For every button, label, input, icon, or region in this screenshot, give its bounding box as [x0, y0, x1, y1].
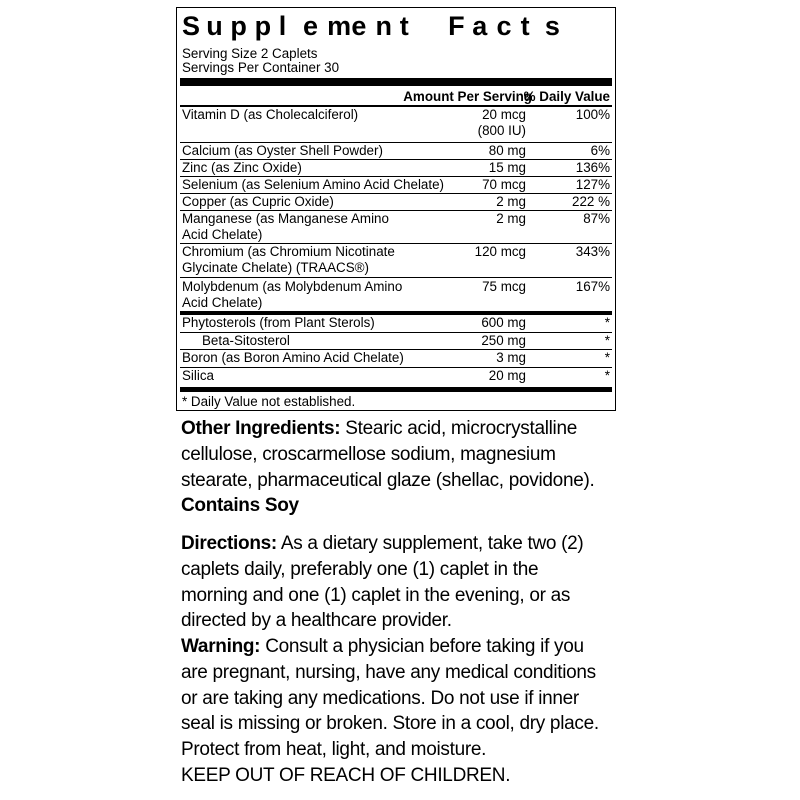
nutrient-daily-value: 167% [575, 279, 610, 294]
warning-line: Consult a physician before taking if you [260, 636, 584, 657]
warning-label: Warning: [181, 636, 261, 657]
nutrient-name: Molybdenum (as Molybdenum Amino [182, 279, 403, 294]
nutrient-name: Beta-Sitosterol [202, 333, 290, 348]
nutrient-daily-value: * [604, 368, 610, 383]
contains-soy: Contains Soy [181, 495, 299, 517]
warning-line: are pregnant, nursing, have any medical conditions [181, 661, 596, 683]
nutrient-amount: 3 mg [496, 350, 526, 365]
nutrient-amount: 15 mg [488, 160, 526, 175]
nutrient-amount: 2 mg [496, 211, 526, 226]
other-ingredients-line: stearate, pharmaceutical glaze (shellac, povidone). [181, 469, 595, 491]
facts-title-letter: a [472, 11, 488, 41]
facts-title-letter: F [448, 11, 465, 41]
nutrient-amount: 2 mg [496, 194, 526, 209]
facts-title-letter [424, 9, 448, 43]
facts-title-letter: t [520, 11, 530, 41]
nutrient-amount: 70 mcg [482, 177, 526, 192]
facts-title-letter: l [278, 11, 287, 41]
nutrient-amount: 20 mcg [482, 107, 526, 122]
facts-title-letter: m [327, 11, 352, 41]
facts-title-letter: t [399, 11, 409, 41]
nutrient-name: Silica [182, 368, 214, 383]
nutrient-name: Calcium (as Oyster Shell Powder) [182, 143, 383, 158]
facts-title-letter: s [544, 11, 560, 41]
footnote: * Daily Value not established. [182, 394, 356, 409]
nutrient-amount-iu: (800 IU) [477, 122, 526, 138]
nutrient-name: Zinc (as Zinc Oxide) [182, 160, 302, 175]
nutrient-name-cont: Acid Chelate) [182, 226, 263, 242]
nutrient-name: Selenium (as Selenium Amino Acid Chelate) [182, 177, 444, 192]
other-ingredients-line: Stearic acid, microcrystalline [340, 418, 578, 439]
nutrient-daily-value: 6% [590, 143, 610, 158]
nutrient-name: Manganese (as Manganese Amino [182, 211, 389, 226]
nutrient-daily-value: 100% [575, 107, 610, 122]
facts-title-letter: e [351, 11, 367, 41]
thick-divider-top [180, 78, 612, 86]
header-amount-per-serving: Amount Per Serving [403, 89, 532, 104]
nutrient-daily-value: 136% [575, 160, 610, 175]
warning-section [181, 634, 621, 789]
nutrient-daily-value: 87% [583, 211, 610, 226]
nutrient-name: Copper (as Cupric Oxide) [182, 194, 334, 209]
nutrient-amount: 75 mcg [482, 279, 526, 294]
warning-line: KEEP OUT OF REACH OF CHILDREN. [181, 764, 511, 786]
other-ingredients-section [181, 416, 621, 519]
directions-line: As a dietary supplement, take two (2) [276, 533, 584, 554]
other-ingredients-label: Other Ingredients: [181, 418, 341, 439]
directions-section [181, 531, 621, 634]
nutrient-daily-value: 343% [575, 244, 610, 259]
supplement-facts-panel [176, 7, 616, 411]
nutrient-daily-value: * [604, 350, 610, 365]
nutrient-name: Vitamin D (as Cholecalciferol) [182, 107, 359, 122]
serving-size: Serving Size 2 Caplets [182, 46, 318, 61]
facts-title-letter: u [206, 11, 223, 41]
row-divider [180, 277, 612, 278]
directions-line: directed by a healthcare provider. [181, 610, 452, 632]
directions-line: caplets daily, preferably one (1) caplet in the [181, 558, 539, 580]
nutrient-amount: 250 mg [481, 333, 526, 348]
nutrient-amount: 80 mg [488, 143, 526, 158]
facts-title-letter: e [302, 11, 318, 41]
nutrient-name-cont: Acid Chelate) [182, 294, 263, 310]
nutrient-daily-value: * [604, 333, 610, 348]
nutrient-name-cont: Glycinate Chelate) (TRAACS®) [182, 259, 369, 275]
warning-line: or are taking any medications. Do not use if inner [181, 687, 579, 709]
nutrient-daily-value: 127% [575, 177, 610, 192]
warning-line: Protect from heat, light, and moisture. [181, 739, 487, 761]
nutrient-amount: 120 mcg [474, 244, 526, 259]
directions-line: morning and one (1) caplet in the evening, or as [181, 584, 571, 606]
facts-title [182, 9, 612, 43]
other-ingredients-line: cellulose, croscarmellose sodium, magnesium [181, 443, 556, 465]
nutrient-amount: 600 mg [481, 315, 526, 330]
thick-divider-bottom [180, 387, 612, 392]
facts-title-letter: S [182, 11, 201, 41]
facts-title-letter: p [230, 11, 247, 41]
directions-label: Directions: [181, 533, 277, 554]
nutrient-amount: 20 mg [488, 368, 526, 383]
nutrient-name: Chromium (as Chromium Nicotinate [182, 244, 395, 259]
nutrient-daily-value: * [604, 315, 610, 330]
row-divider [180, 367, 612, 368]
nutrient-name: Phytosterols (from Plant Sterols) [182, 315, 375, 330]
warning-line: seal is missing or broken. Store in a cool, dry place. [181, 713, 599, 735]
nutrient-name: Boron (as Boron Amino Acid Chelate) [182, 350, 404, 365]
servings-per-container: Servings Per Container 30 [182, 60, 340, 75]
facts-title-letter: p [254, 11, 272, 41]
facts-title-letter: n [375, 11, 392, 41]
facts-title-letter: c [496, 11, 512, 41]
header-daily-value: % Daily Value [523, 89, 610, 104]
nutrient-daily-value: 222 % [572, 194, 610, 209]
